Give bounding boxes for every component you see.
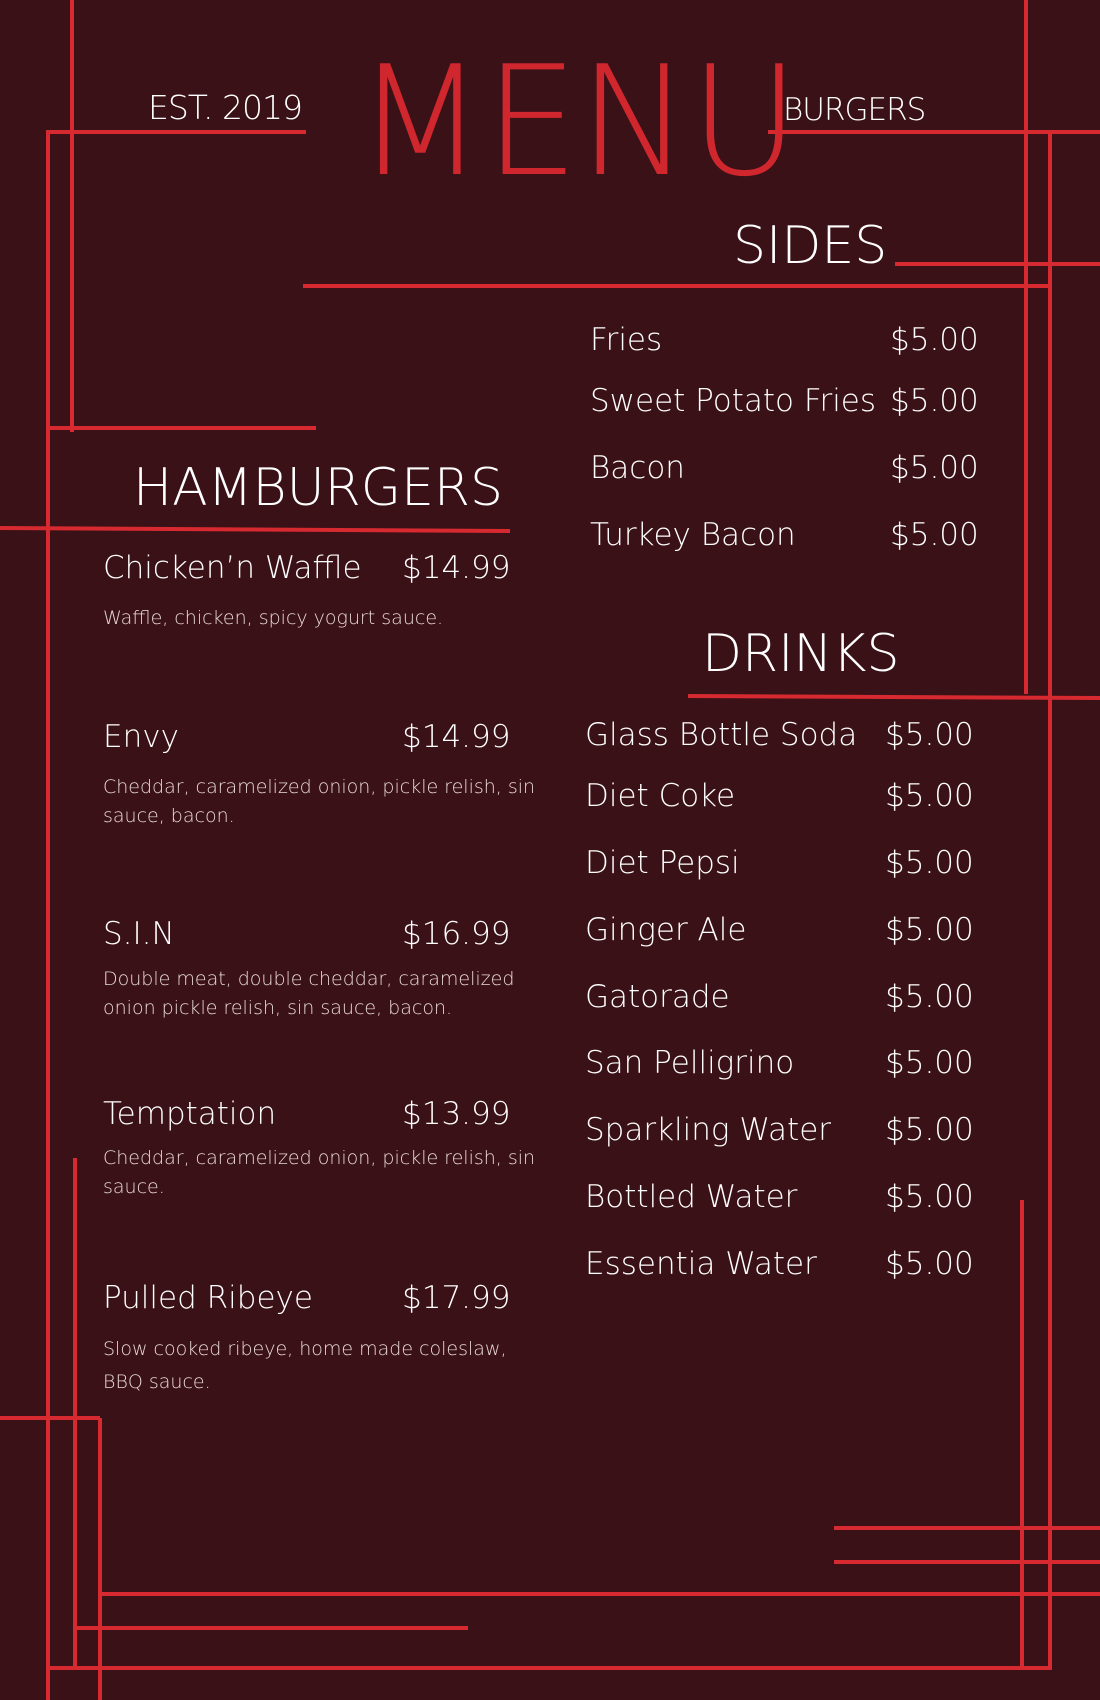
item-price: $16.99 bbox=[402, 916, 511, 952]
item-name: Glass Bottle Soda bbox=[585, 717, 858, 753]
item-description: Slow cooked ribeye, home made coleslaw, BBQ sauce. bbox=[103, 1338, 507, 1393]
item-name: Turkey Bacon bbox=[590, 517, 796, 553]
item-name: San Pelligrino bbox=[585, 1045, 795, 1081]
item-name: Essentia Water bbox=[585, 1246, 817, 1282]
item-name: Sparkling Water bbox=[585, 1112, 832, 1148]
item-name: Fries bbox=[590, 322, 663, 358]
item-price: $5.00 bbox=[885, 1112, 974, 1148]
item-price: $5.00 bbox=[885, 1179, 974, 1215]
item-name: Gatorade bbox=[585, 979, 730, 1015]
item-price: $5.00 bbox=[885, 912, 974, 948]
item-price: $5.00 bbox=[890, 450, 979, 486]
menu-category: BURGERS bbox=[783, 92, 926, 128]
page-title: MENU bbox=[356, 33, 800, 210]
item-description: Double meat, double cheddar, caramelized onion pickle relish, sin sauce, bacon. bbox=[103, 968, 515, 1019]
drinks-heading: DRINKS bbox=[702, 624, 900, 684]
item-price: $5.00 bbox=[885, 1246, 974, 1282]
item-price: $5.00 bbox=[885, 1045, 974, 1081]
item-price: $5.00 bbox=[885, 717, 974, 753]
item-name: Diet Pepsi bbox=[585, 845, 740, 881]
item-price: $5.00 bbox=[885, 845, 974, 881]
item-name: Envy bbox=[103, 719, 179, 755]
item-description: Waffle, chicken, spicy yogurt sauce. bbox=[103, 607, 444, 629]
item-name: Bottled Water bbox=[585, 1179, 798, 1215]
item-name: Bacon bbox=[590, 450, 685, 486]
item-name: S.I.N bbox=[103, 916, 175, 952]
item-name: Diet Coke bbox=[585, 778, 736, 814]
item-price: $5.00 bbox=[890, 383, 979, 419]
item-description: Cheddar, caramelized onion, pickle relish, sin sauce. bbox=[103, 1147, 536, 1198]
item-price: $14.99 bbox=[402, 550, 511, 586]
item-price: $5.00 bbox=[890, 517, 979, 553]
item-name: Temptation bbox=[103, 1096, 277, 1132]
hamburgers-heading: HAMBURGERS bbox=[133, 458, 504, 518]
item-name: Sweet Potato Fries bbox=[590, 383, 877, 419]
item-price: $5.00 bbox=[885, 778, 974, 814]
item-description: Cheddar, caramelized onion, pickle relish, sin sauce, bacon. bbox=[103, 776, 536, 827]
item-price: $14.99 bbox=[402, 719, 511, 755]
item-price: $5.00 bbox=[885, 979, 974, 1015]
item-name: Chicken’n Waffle bbox=[103, 550, 362, 586]
item-price: $17.99 bbox=[402, 1280, 511, 1316]
item-name: Ginger Ale bbox=[585, 912, 747, 948]
sides-heading: SIDES bbox=[733, 216, 888, 276]
item-price: $5.00 bbox=[890, 322, 979, 358]
item-name: Pulled Ribeye bbox=[103, 1280, 313, 1316]
item-price: $13.99 bbox=[402, 1096, 511, 1132]
established-year: EST. 2019 bbox=[148, 88, 303, 127]
